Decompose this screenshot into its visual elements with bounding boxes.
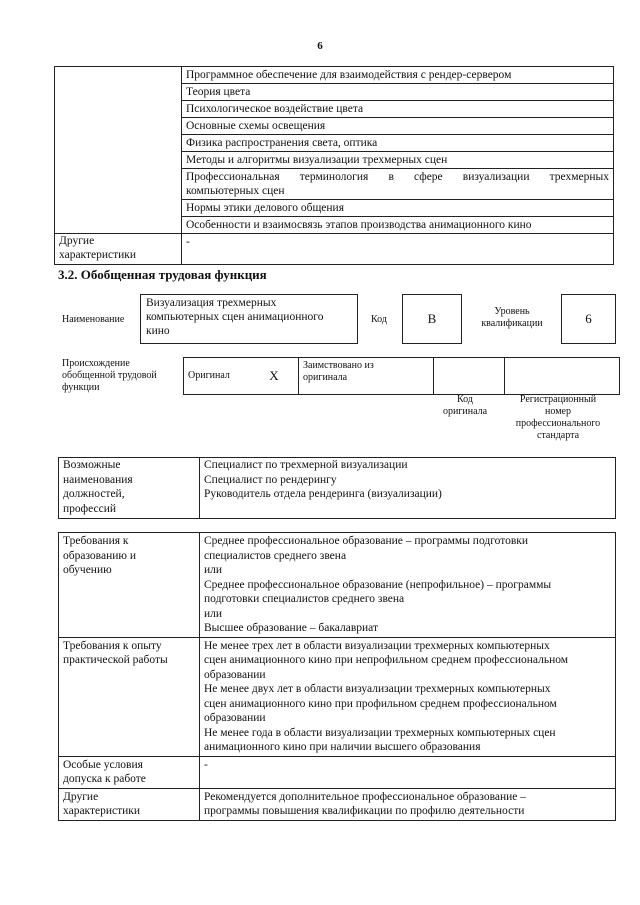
label-line: Происхождение xyxy=(62,358,130,369)
function-name-box xyxy=(140,294,358,344)
position-item: Руководитель отдела рендеринга (визуализации) xyxy=(204,488,442,500)
experience-line: сцен анимационного кино при профильном среднем профессиональном xyxy=(204,697,557,710)
knowledge-item: Теория цвета xyxy=(182,84,614,101)
label-line: характеристики xyxy=(59,249,137,261)
knowledge-item: Физика распространения света, оптика xyxy=(182,135,614,152)
education-line: Среднее профессиональное образование – программы подготовки xyxy=(204,535,529,547)
label-line: Особые условия xyxy=(63,758,143,771)
label-line: должностей, xyxy=(63,488,125,500)
education-line: Среднее профессиональное образование (непрофильное) – программы xyxy=(204,578,552,591)
label-line: Код xyxy=(457,394,473,405)
knowledge-item: Психологическое воздействие цвета xyxy=(182,101,614,118)
knowledge-item: Программное обеспечение для взаимодействия с рендер-сервером xyxy=(182,67,614,84)
education-label xyxy=(59,533,200,638)
education-line: или xyxy=(204,607,223,620)
experience-line: Не менее двух лет в области визуализации трехмерных компьютерных xyxy=(204,683,551,695)
knowledge-item: Нормы этики делового общения xyxy=(182,200,614,217)
experience-line: образовании xyxy=(204,712,266,724)
registration-number-cell xyxy=(505,358,620,395)
function-name-line: кино xyxy=(146,325,170,337)
original-label: Оригинал xyxy=(184,358,251,395)
experience-line: Не менее года в области визуализации трехмерных компьютерных сцен xyxy=(204,726,556,739)
knowledge-table xyxy=(54,66,614,265)
function-name-line: Визуализация трехмерных xyxy=(146,297,277,309)
knowledge-item: Методы и алгоритмы визуализации трехмерных сцен xyxy=(182,152,614,169)
label-line: профессионального xyxy=(515,418,601,429)
experience-value xyxy=(200,637,616,756)
other-line: Рекомендуется дополнительное профессиональное образование – xyxy=(204,790,527,803)
education-line: специалистов среднего звена xyxy=(204,549,347,562)
label-line: Другие xyxy=(59,235,95,247)
level-value: 6 xyxy=(561,294,616,344)
other-characteristics-value-2 xyxy=(200,788,616,820)
education-line: Высшее образование – бакалавриат xyxy=(204,622,378,634)
label-line: практической работы xyxy=(63,654,168,666)
code-original-caption xyxy=(430,394,500,418)
function-name-line: компьютерных сцен анимационного xyxy=(146,311,324,323)
label-line: оригинала xyxy=(442,406,488,417)
education-line: или xyxy=(204,564,223,576)
label-line: допуска к работе xyxy=(63,773,146,785)
experience-line: образовании xyxy=(204,668,266,681)
registration-number-caption xyxy=(500,394,616,442)
experience-line: анимационного кино при наличии высшего образования xyxy=(204,741,481,753)
label-line: образованию и xyxy=(63,549,136,562)
origin-label xyxy=(62,358,157,394)
label-line: Требования к xyxy=(63,535,129,547)
knowledge-item-line: Профессиональная терминология в сфере визуализации трехмерных xyxy=(186,171,609,183)
label-line: функции xyxy=(62,382,100,393)
level-label xyxy=(476,306,548,330)
other-characteristics-value: - xyxy=(182,234,614,265)
knowledge-item: Особенности и взаимосвязь этапов производства анимационного кино xyxy=(182,217,614,234)
label-line: Требования к опыту xyxy=(63,639,162,652)
knowledge-label-cell xyxy=(55,67,182,234)
position-item: Специалист по рендерингу xyxy=(204,473,337,486)
borrowed-label xyxy=(299,358,434,395)
experience-line: сцен анимационного кино при непрофильном среднем профессиональном xyxy=(204,654,569,666)
other-characteristics-label-2 xyxy=(59,788,200,820)
label-line: Заимствовано из xyxy=(303,360,374,371)
section-title: 3.2. Обобщенная трудовая функция xyxy=(58,267,267,282)
knowledge-item-line: компьютерных сцен xyxy=(186,185,285,197)
knowledge-item: Основные схемы освещения xyxy=(182,118,614,135)
experience-label xyxy=(59,637,200,756)
positions-table xyxy=(58,457,616,519)
original-mark: X xyxy=(250,358,299,395)
label-line: профессий xyxy=(63,502,117,515)
label-line: наименования xyxy=(63,473,133,486)
label-line: квалификации xyxy=(481,318,543,329)
label-line: характеристики xyxy=(63,805,141,817)
special-conditions-value: - xyxy=(200,756,616,788)
code-label: Код xyxy=(371,314,387,325)
label-line: Возможные xyxy=(63,459,121,471)
label-line: оригинала xyxy=(303,372,348,383)
label-line: обобщенной трудовой xyxy=(62,370,157,381)
positions-label xyxy=(59,458,200,519)
requirements-table xyxy=(58,532,616,821)
original-code-cell xyxy=(434,358,505,395)
label-line: номер xyxy=(545,406,571,417)
origin-table xyxy=(183,357,620,395)
page-number: 6 xyxy=(317,40,323,52)
education-line: подготовки специалистов среднего звена xyxy=(204,593,405,605)
education-value xyxy=(200,533,616,638)
other-characteristics-label xyxy=(55,234,182,265)
label-line: Регистрационный xyxy=(519,394,597,405)
position-item: Специалист по трехмерной визуализации xyxy=(204,459,408,471)
label-line: Уровень xyxy=(494,306,530,317)
label-line: обучению xyxy=(63,564,112,576)
knowledge-item-multiline xyxy=(182,169,614,200)
name-label: Наименование xyxy=(62,314,125,325)
label-line: Другие xyxy=(63,790,99,803)
other-line: программы повышения квалификации по профилю деятельности xyxy=(204,805,525,817)
positions-list xyxy=(200,458,616,519)
label-line: стандарта xyxy=(536,430,580,441)
special-conditions-label xyxy=(59,756,200,788)
experience-line: Не менее трех лет в области визуализации трехмерных компьютерных xyxy=(204,639,550,652)
code-value: B xyxy=(402,294,462,344)
